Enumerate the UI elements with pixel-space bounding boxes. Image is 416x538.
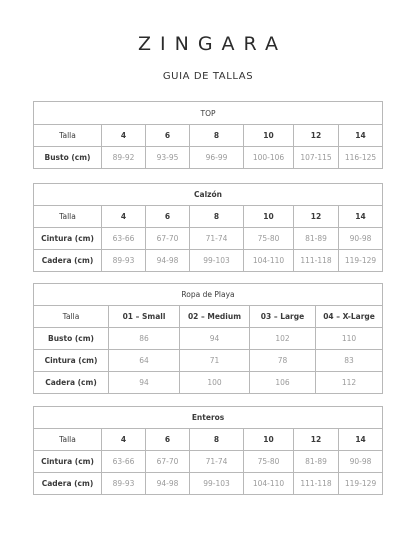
size-table-ropa-de-playa (33, 283, 383, 394)
table-cell: 119-129 (339, 250, 383, 272)
row-label: Cintura (cm) (34, 350, 109, 372)
header-cell: 10 (244, 429, 294, 451)
header-cell: 10 (244, 206, 294, 228)
header-cell: 6 (146, 429, 190, 451)
header-cell: 02 – Medium (180, 306, 250, 328)
row-label: Cadera (cm) (34, 372, 109, 394)
header-cell: 14 (339, 429, 383, 451)
table-row (34, 372, 383, 394)
header-cell: 4 (102, 429, 146, 451)
header-cell: 10 (244, 125, 294, 147)
header-cell: 04 – X-Large (316, 306, 383, 328)
table-cell: 94 (109, 372, 180, 394)
brand-logo: ZINGARA (138, 33, 287, 55)
table-cell: 64 (109, 350, 180, 372)
row-label: Cadera (cm) (34, 473, 102, 495)
table-cell: 89-93 (102, 473, 146, 495)
row-label: Busto (cm) (34, 147, 102, 169)
header-cell: 4 (102, 125, 146, 147)
table-cell: 71 (180, 350, 250, 372)
table-title: TOP (34, 102, 383, 125)
header-cell: 12 (294, 429, 339, 451)
table-cell: 110 (316, 328, 383, 350)
table-cell: 86 (109, 328, 180, 350)
table-cell: 83 (316, 350, 383, 372)
table-row (34, 451, 383, 473)
row-label: Cintura (cm) (34, 228, 102, 250)
table-cell: 94 (180, 328, 250, 350)
page-title: GUIA DE TALLAS (162, 71, 254, 82)
table-cell: 63-66 (102, 451, 146, 473)
header-cell: 8 (190, 125, 244, 147)
header-cell: Talla (34, 206, 102, 228)
table-cell: 107-115 (294, 147, 339, 169)
table-cell: 71-74 (190, 228, 244, 250)
table-cell: 75-80 (244, 451, 294, 473)
table-cell: 111-118 (294, 250, 339, 272)
header-cell: 6 (146, 125, 190, 147)
table-row (34, 473, 383, 495)
table-row (34, 350, 383, 372)
header-cell: 03 – Large (250, 306, 316, 328)
header-cell: 4 (102, 206, 146, 228)
table-cell: 67-70 (146, 451, 190, 473)
header-cell: Talla (34, 429, 102, 451)
header-cell: 12 (294, 206, 339, 228)
table-cell: 89-92 (102, 147, 146, 169)
header-cell: 8 (190, 206, 244, 228)
header-cell: 12 (294, 125, 339, 147)
table-cell: 119-129 (339, 473, 383, 495)
header-cell: 01 – Small (109, 306, 180, 328)
table-cell: 78 (250, 350, 316, 372)
table-cell: 100-106 (244, 147, 294, 169)
table-cell: 93-95 (146, 147, 190, 169)
header-cell: Talla (34, 306, 109, 328)
table-cell: 75-80 (244, 228, 294, 250)
table-cell: 81-89 (294, 228, 339, 250)
table-cell: 100 (180, 372, 250, 394)
table-cell: 102 (250, 328, 316, 350)
table-cell: 104-110 (244, 250, 294, 272)
table-cell: 94-98 (146, 473, 190, 495)
table-cell: 106 (250, 372, 316, 394)
table-cell: 94-98 (146, 250, 190, 272)
table-title: Calzón (34, 184, 383, 206)
table-cell: 99-103 (190, 473, 244, 495)
size-table-calzon (33, 183, 383, 272)
table-cell: 63-66 (102, 228, 146, 250)
table-cell: 112 (316, 372, 383, 394)
table-cell: 67-70 (146, 228, 190, 250)
table-cell: 104-110 (244, 473, 294, 495)
table-cell: 111-118 (294, 473, 339, 495)
header-cell: 6 (146, 206, 190, 228)
table-row (34, 328, 383, 350)
row-label: Busto (cm) (34, 328, 109, 350)
table-title: Ropa de Playa (34, 284, 383, 306)
table-cell: 96-99 (190, 147, 244, 169)
table-cell: 89-93 (102, 250, 146, 272)
table-cell: 116-125 (339, 147, 383, 169)
table-cell: 99-103 (190, 250, 244, 272)
table-row (34, 147, 383, 169)
table-cell: 81-89 (294, 451, 339, 473)
row-label: Cadera (cm) (34, 250, 102, 272)
header-cell: Talla (34, 125, 102, 147)
table-cell: 90-98 (339, 451, 383, 473)
row-label: Cintura (cm) (34, 451, 102, 473)
header-cell: 14 (339, 125, 383, 147)
table-cell: 71-74 (190, 451, 244, 473)
table-cell: 90-98 (339, 228, 383, 250)
table-row (34, 250, 383, 272)
size-table-top (33, 101, 383, 169)
size-table-enteros (33, 406, 383, 495)
table-row (34, 228, 383, 250)
header-cell: 14 (339, 206, 383, 228)
header-cell: 8 (190, 429, 244, 451)
table-title: Enteros (34, 407, 383, 429)
